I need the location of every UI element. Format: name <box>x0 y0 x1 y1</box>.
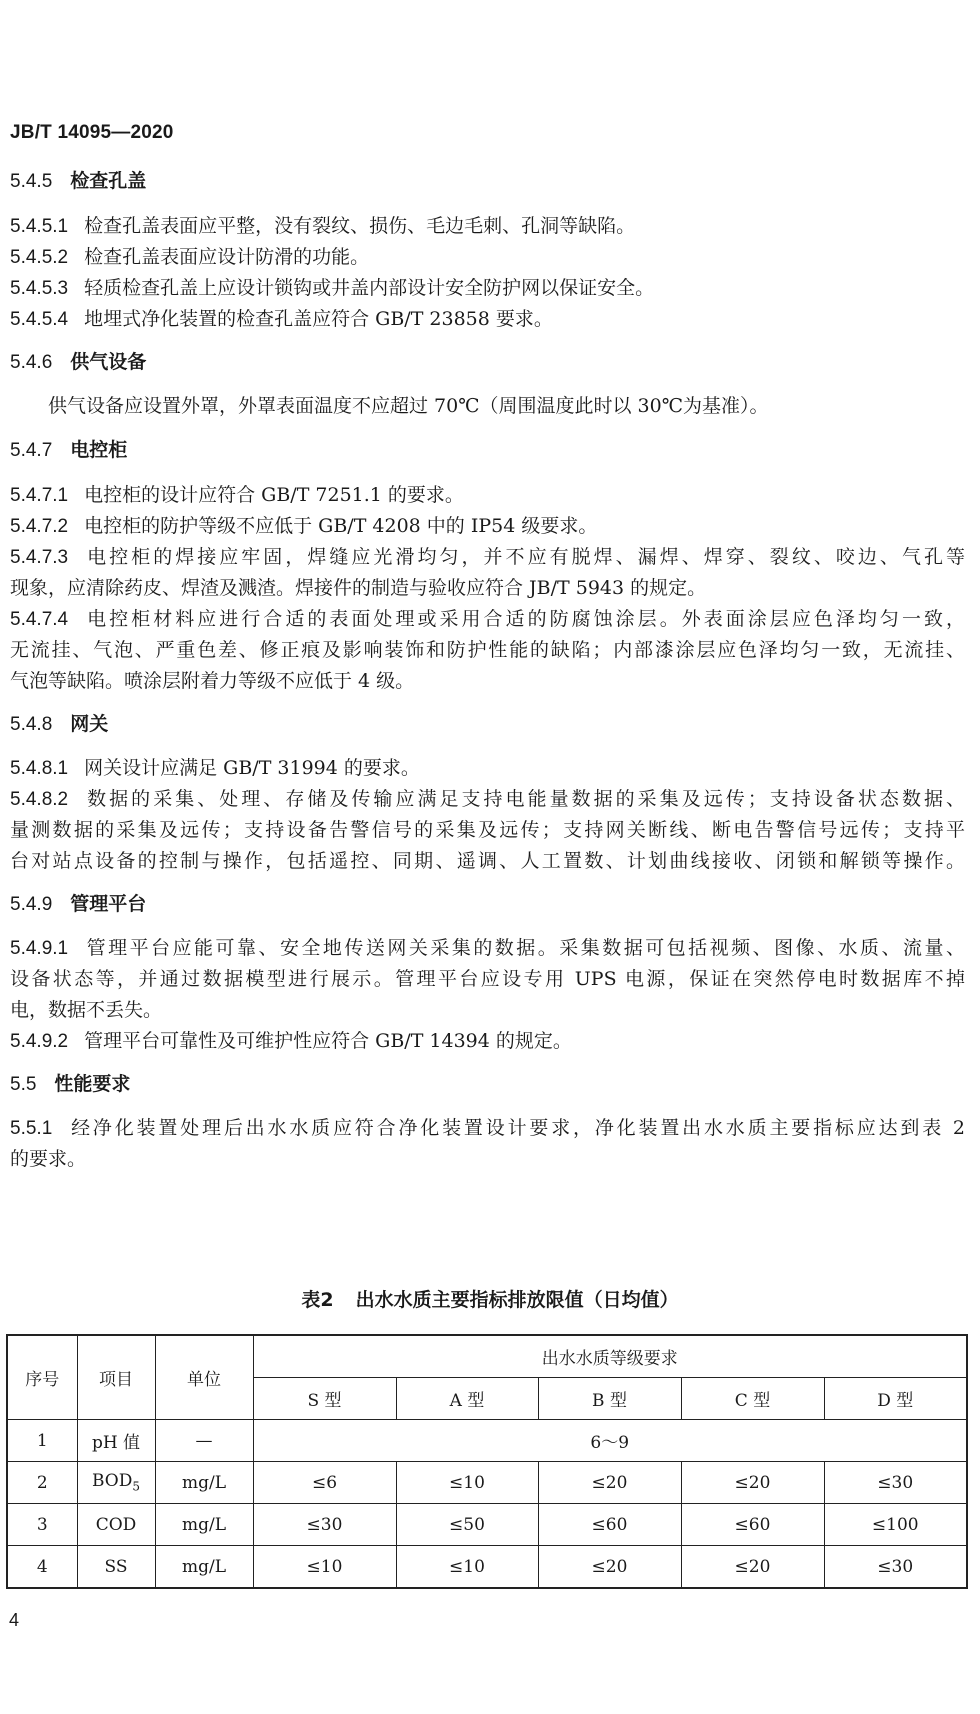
cell-value: ≤10 <box>396 1546 538 1589</box>
section-heading-5-5 <box>10 1070 130 1099</box>
cell-value: ≤6 <box>253 1462 396 1504</box>
clause-5-4-8-1 <box>10 754 420 783</box>
header-grade: B 型 <box>538 1378 681 1420</box>
header-grade: A 型 <box>396 1378 538 1420</box>
clause-text: 轻质检查孔盖上应设计锁钩或井盖内部设计安全防护网以保证安全。 <box>84 277 655 299</box>
header-unit: 单位 <box>155 1335 253 1420</box>
table-row <box>7 1546 967 1589</box>
section-heading-5-4-7 <box>10 436 127 465</box>
clause-text: 检查孔盖表面应平整，没有裂纹、损伤、毛边毛刺、孔洞等缺陷。 <box>84 215 636 237</box>
water-quality-table <box>6 1334 968 1589</box>
section-number: 5.4.5 <box>10 171 53 192</box>
cell-value: ≤10 <box>396 1462 538 1504</box>
clause-5-4-5-2 <box>10 243 369 272</box>
clause-5-5-1 <box>10 1114 965 1143</box>
section-heading-5-4-9 <box>10 890 146 919</box>
cell-item <box>77 1462 155 1504</box>
clause-5-4-9-1-cont-1: 设备状态等，并通过数据模型进行展示。管理平台应设专用 UPS 电源，保证在突然停电时数据库不掉 <box>10 968 965 990</box>
cell-item: COD <box>77 1504 155 1546</box>
section-number: 5.4.7 <box>10 440 53 461</box>
header-grade: C 型 <box>681 1378 824 1420</box>
clause-number: 5.4.7.2 <box>10 516 69 537</box>
clause-5-4-9-1 <box>10 934 965 963</box>
page-number: 4 <box>9 1610 20 1630</box>
clause-text-line: 经净化装置处理后出水水质应符合净化装置设计要求，净化装置出水水质主要指标应达到表 2 <box>68 1117 965 1139</box>
cell-value: ≤60 <box>681 1504 824 1546</box>
clause-5-4-7-4 <box>10 605 965 634</box>
table-caption-title: 出水水质主要指标排放限值（日均值） <box>355 1289 679 1311</box>
clause-text: 电控柜的设计应符合 GB/T 7251.1 的要求。 <box>84 484 464 506</box>
cell-value: ≤60 <box>538 1504 681 1546</box>
clause-5-4-5-3 <box>10 274 654 303</box>
clause-text: 电控柜的防护等级不应低于 GB/T 4208 中的 IP54 级要求。 <box>84 515 598 537</box>
clause-number: 5.4.7.1 <box>10 485 69 506</box>
clause-text: 管理平台可靠性及可维护性应符合 GB/T 14394 的规定。 <box>84 1030 572 1052</box>
cell-value: ≤20 <box>681 1546 824 1589</box>
clause-text-line: 数据的采集、处理、存储及传输应满足支持电能量数据的采集及远传；支持设备状态数据、 <box>84 788 965 810</box>
cell-unit: mg/L <box>155 1504 253 1546</box>
section-number: 5.4.6 <box>10 352 53 373</box>
header-item: 项目 <box>77 1335 155 1420</box>
cell-value: ≤20 <box>538 1462 681 1504</box>
clause-5-4-7-4-cont-1: 无流挂、气泡、严重色差、修正痕及影响装饰和防护性能的缺陷；内部漆涂层应色泽均匀一致，无流挂、 <box>10 639 965 661</box>
table-row <box>7 1504 967 1546</box>
clause-text-line: 电控柜材料应进行合适的表面处理或采用合适的防腐蚀涂层。外表面涂层应色泽均匀一致， <box>84 608 965 630</box>
section-number: 5.4.9 <box>10 894 53 915</box>
header-grade-group: 出水水质等级要求 <box>253 1335 967 1378</box>
clause-5-4-7-2 <box>10 512 597 541</box>
cell-value: ≤30 <box>824 1546 967 1589</box>
cell-seq: 4 <box>7 1546 77 1589</box>
clause-number: 5.4.8.1 <box>10 758 69 779</box>
section-number: 5.5 <box>10 1074 37 1095</box>
section-title: 网关 <box>70 713 109 735</box>
cell-unit: mg/L <box>155 1462 253 1504</box>
clause-number: 5.4.5.4 <box>10 309 69 330</box>
header-grade: D 型 <box>824 1378 967 1420</box>
clause-number: 5.5.1 <box>10 1118 53 1139</box>
section-title: 供气设备 <box>70 351 147 373</box>
cell-unit: — <box>155 1420 253 1462</box>
clause-5-4-9-1-cont-2: 电，数据不丢失。 <box>10 999 163 1021</box>
section-number: 5.4.8 <box>10 714 53 735</box>
cell-seq: 1 <box>7 1420 77 1462</box>
cell-item-text: BOD <box>91 1471 133 1492</box>
section-title: 管理平台 <box>70 893 147 915</box>
table-caption-number: 表2 <box>301 1289 334 1311</box>
cell-value: ≤20 <box>538 1546 681 1589</box>
clause-number: 5.4.7.4 <box>10 609 69 630</box>
section-title: 检查孔盖 <box>70 170 147 192</box>
clause-number: 5.4.5.3 <box>10 278 69 299</box>
clause-number: 5.4.5.1 <box>10 216 69 237</box>
clause-5-4-7-1 <box>10 481 464 510</box>
clause-number: 5.4.7.3 <box>10 547 69 568</box>
clause-5-4-8-2-cont-2: 台对站点设备的控制与操作，包括遥控、同期、遥调、人工置数、计划曲线接收、闭锁和解锁等操作。 <box>10 850 965 872</box>
section-heading-5-4-8 <box>10 710 108 739</box>
clause-5-4-8-2 <box>10 785 965 814</box>
clause-5-4-5-4 <box>10 305 553 334</box>
standard-number: JB/T 14095—2020 <box>10 122 174 143</box>
table-row <box>7 1462 967 1504</box>
clause-5-4-7-3-cont: 现象，应清除药皮、焊渣及溅渣。焊接件的制造与验收应符合 JB/T 5943 的规定。 <box>10 577 707 599</box>
cell-value: ≤100 <box>824 1504 967 1546</box>
cell-value: ≤50 <box>396 1504 538 1546</box>
section-title: 电控柜 <box>70 439 128 461</box>
clause-5-4-7-4-cont-2: 气泡等缺陷。喷涂层附着力等级不应低于 4 级。 <box>10 670 415 692</box>
clause-text: 检查孔盖表面应设计防滑的功能。 <box>84 246 370 268</box>
table-row <box>7 1420 967 1462</box>
clause-number: 5.4.8.2 <box>10 789 69 810</box>
clause-5-4-7-3 <box>10 543 965 572</box>
clause-5-5-1-cont: 的要求。 <box>10 1148 87 1170</box>
cell-value: ≤30 <box>253 1504 396 1546</box>
cell-seq: 2 <box>7 1462 77 1504</box>
cell-item-subscript: 5 <box>132 1479 140 1494</box>
clause-number: 5.4.9.2 <box>10 1031 69 1052</box>
clause-number: 5.4.9.1 <box>10 938 69 959</box>
clause-5-4-9-2 <box>10 1027 572 1056</box>
paragraph-5-4-6: 供气设备应设置外罩，外罩表面温度不应超过 70℃（周围温度此时以 30℃为基准）。 <box>48 395 769 417</box>
cell-unit: mg/L <box>155 1546 253 1589</box>
cell-value: ≤30 <box>824 1462 967 1504</box>
section-heading-5-4-5 <box>10 167 146 196</box>
clause-text: 网关设计应满足 GB/T 31994 的要求。 <box>84 757 420 779</box>
cell-seq: 3 <box>7 1504 77 1546</box>
cell-item: pH 值 <box>77 1420 155 1462</box>
clause-text: 地埋式净化装置的检查孔盖应符合 GB/T 23858 要求。 <box>84 308 553 330</box>
header-grade: S 型 <box>253 1378 396 1420</box>
cell-value: ≤10 <box>253 1546 396 1589</box>
clause-number: 5.4.5.2 <box>10 247 69 268</box>
clause-5-4-5-1 <box>10 212 635 241</box>
table-caption <box>0 1285 980 1312</box>
header-seq: 序号 <box>7 1335 77 1420</box>
clause-text-line: 管理平台应能可靠、安全地传送网关采集的数据。采集数据可包括视频、图像、水质、流量、 <box>84 937 965 959</box>
section-heading-5-4-6 <box>10 348 146 377</box>
clause-5-4-8-2-cont-1: 量测数据的采集及远传；支持设备告警信号的采集及远传；支持网关断线、断电告警信号远传；支持平 <box>10 819 965 841</box>
clause-text-line: 电控柜的焊接应牢固，焊缝应光滑均匀，并不应有脱焊、漏焊、焊穿、裂纹、咬边、气孔等 <box>84 546 965 568</box>
cell-value: ≤20 <box>681 1462 824 1504</box>
section-title: 性能要求 <box>54 1073 131 1095</box>
cell-item: SS <box>77 1546 155 1589</box>
cell-merged-value: 6～9 <box>253 1420 967 1462</box>
